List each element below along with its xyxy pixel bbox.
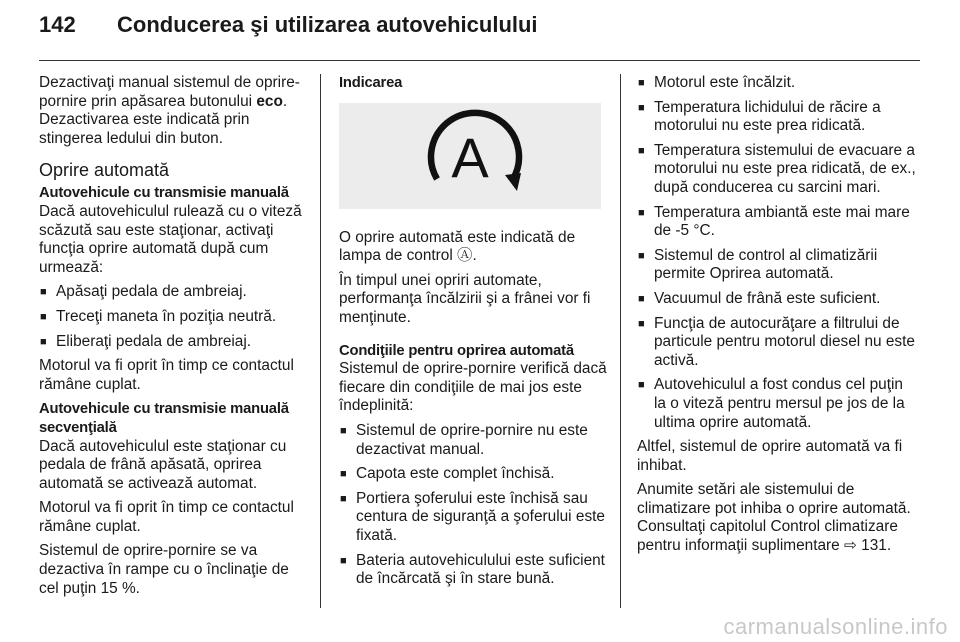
list-item: ■ Eliberaţi pedala de ambreiaj. bbox=[39, 333, 311, 352]
paragraph: Altfel, sistemul de oprire automată va fi inhibat. bbox=[637, 438, 903, 474]
list-item: ■ Sistemul de oprire-pornire nu este dezactivat manual. bbox=[339, 422, 609, 459]
paragraph: Dacă autovehiculul rulează cu o viteză scăzută sau este staţionar, activaţi funcţia oprire automată după cum urmează: bbox=[39, 202, 302, 276]
list-item: ■ Temperatura lichidului de răcire a motorului nu este prea ridicată. bbox=[637, 99, 917, 136]
subheading-manual-transmission: Autovehicule cu transmisie manuală bbox=[39, 185, 289, 202]
paragraph: Dacă autovehiculul este staţionar cu pedala de frână apăsată, oprirea automată se activează automat. bbox=[39, 437, 287, 492]
subheading-indication: Indicarea bbox=[339, 75, 403, 91]
page-title: Conducerea şi utilizarea autovehiculului bbox=[117, 12, 538, 37]
paragraph: În timpul unei opriri automate, performanţa încălzirii şi a frânei vor fi menţinute. bbox=[339, 271, 591, 326]
paragraph: Sistemul de oprire-pornire se va dezactiva în rampe cu o înclinaţie de cel puţin 15 %. bbox=[39, 542, 289, 597]
steps-list bbox=[39, 283, 311, 351]
column-left bbox=[39, 74, 311, 604]
autostop-indicator-figure bbox=[339, 103, 601, 209]
list-item: ■ Apăsaţi pedala de ambreiaj. bbox=[39, 283, 311, 302]
column-right bbox=[637, 74, 917, 562]
autostop-a-icon bbox=[339, 103, 601, 209]
figure-letter: A bbox=[451, 125, 489, 189]
subheading-conditions: Condiţiile pentru oprirea automată bbox=[339, 342, 574, 359]
conditions-list-continued bbox=[637, 74, 917, 432]
column-divider bbox=[620, 74, 621, 608]
list-item: ■ Treceţi maneta în poziţia neutră. bbox=[39, 308, 311, 327]
list-item: ■ Temperatura sistemului de evacuare a motorului nu este prea ridicată, de ex., după conducerea cu sarcini mari. bbox=[637, 142, 917, 198]
list-item: ■ Motorul este încălzit. bbox=[637, 74, 917, 93]
list-item: ■ Sistemul de control al climatizării permite Oprirea automată. bbox=[637, 247, 917, 284]
list-item: ■ Funcţia de autocurăţare a filtrului de particule pentru motorul diesel nu este activă. bbox=[637, 315, 917, 371]
eco-button-label: eco bbox=[256, 92, 283, 110]
paragraph: Sistemul de oprire-pornire verifică dacă fiecare din condiţiile de mai jos este îndeplinită: bbox=[339, 360, 607, 415]
list-item: ■ Portiera şoferului este închisă sau centura de siguranţă a şoferului este fixată. bbox=[339, 490, 609, 546]
list-item: ■ Vacuumul de frână este suficient. bbox=[637, 290, 917, 309]
paragraph: Motorul va fi oprit în timp ce contactul rămâne cuplat. bbox=[39, 357, 294, 393]
paragraph: Anumite setări ale sistemului de climatizare pot inhiba o oprire automată. Consultaţi capitolul Control climatizare pentru informaţii suplimentare ⇨ 131. bbox=[637, 481, 911, 555]
list-item: ■ Autovehiculul a fost condus cel puţin la o viteză pentru mersul pe jos de la ultima oprire automată. bbox=[637, 376, 917, 432]
column-middle bbox=[339, 74, 609, 595]
column-divider bbox=[320, 74, 321, 608]
list-item: ■ Temperatura ambiantă este mai mare de -5 °C. bbox=[637, 204, 917, 241]
paragraph: O oprire automată este indicată de lampa de control Ⓐ. bbox=[339, 228, 576, 265]
conditions-list bbox=[339, 422, 609, 589]
watermark: carmanualsonline.info bbox=[723, 614, 948, 639]
paragraph: Dezactivaţi manual sistemul de oprire-pornire prin apăsarea butonului eco. Dezactivarea este indicată prin stingerea ledului din buton. bbox=[39, 74, 300, 147]
paragraph: Motorul va fi oprit în timp ce contactul rămâne cuplat. bbox=[39, 499, 294, 535]
list-item: ■ Bateria autovehiculului este suficient de încărcată şi în stare bună. bbox=[339, 552, 609, 589]
list-item: ■ Capota este complet închisă. bbox=[339, 465, 609, 484]
subheading-sequential-transmission: Autovehicule cu transmisie manuală secvenţială bbox=[39, 401, 289, 436]
page-header bbox=[39, 0, 920, 61]
page-number: 142 bbox=[39, 12, 76, 37]
section-heading-auto-stop: Oprire automată bbox=[39, 160, 170, 181]
